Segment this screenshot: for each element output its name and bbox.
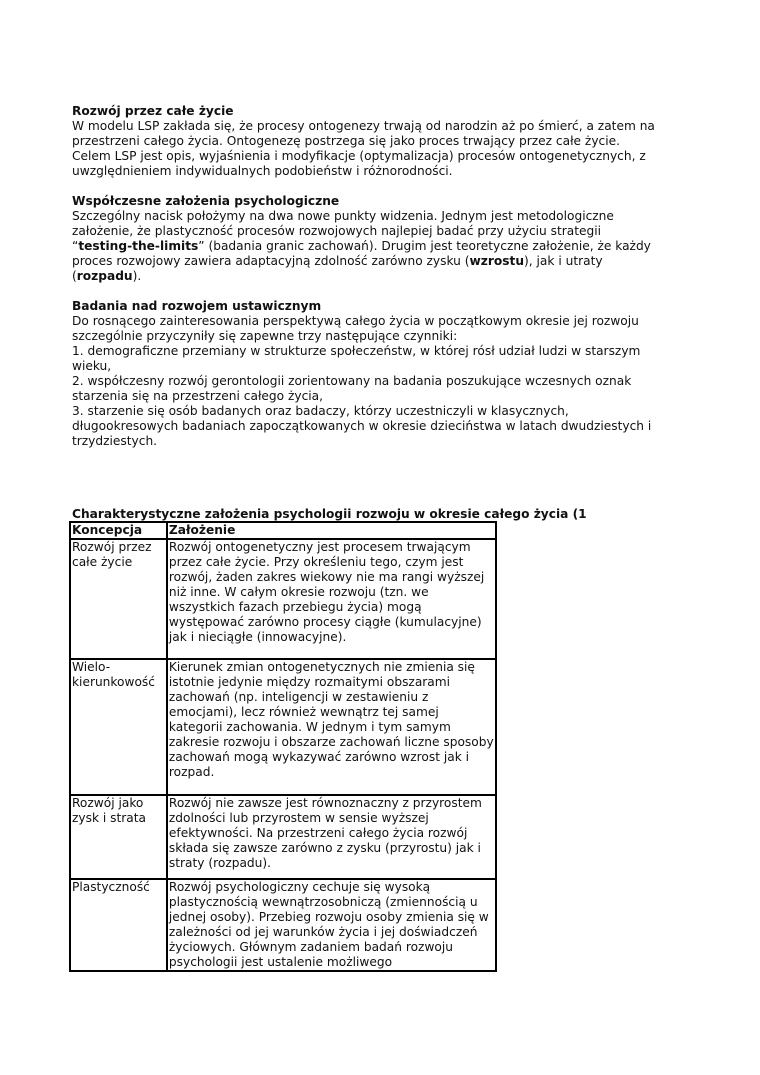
text-line: W modelu LSP zakłada się, że procesy ontogenezy trwają od narodzin aż po śmierć, a zatem na — [72, 119, 655, 133]
assumption-cell: Rozwój ontogenetyczny jest procesem trwającym przez całe życie. Przy określeniu tego, czym jest rozwój, żaden zakres wiekowy nie ma rangi wyższej niż inne. W całym okresie rozwoju (tzn. we wszystkich fazach przebiegu życia) mogą występować zarówno procesy ciągłe (kumulacyjne) jak i nieciągłe (innowacyjne). — [167, 539, 496, 659]
text-line: starzenia się na przestrzeni całego życia, — [72, 389, 324, 403]
header-assumption: Założenie — [167, 522, 496, 539]
document-body — [72, 104, 692, 464]
table-row — [70, 795, 496, 879]
text-line: Do rosnącego zainteresowania perspektywą całego życia w początkowym okresie jej rozwoju — [72, 314, 639, 328]
table-row — [70, 879, 496, 971]
text-line: długookresowych badaniach zapoczątkowanych w okresie dzieciństwa w latach dwudziestych i — [72, 419, 652, 433]
concept-cell: Wielo-kierunkowość — [70, 659, 167, 795]
bold-term-wzrostu: wzrostu — [469, 254, 525, 268]
text-line: 1. demograficzne przemiany w strukturze społeczeństw, w której rósł udział ludzi w starszym — [72, 344, 641, 358]
text-fragment: ( — [72, 269, 77, 283]
text-fragment: “ — [72, 239, 79, 253]
header-concept: Koncepcja — [70, 522, 167, 539]
table-title: Charakterystyczne założenia psychologii rozwoju w okresie całego życia (1 — [72, 507, 587, 521]
concepts-table — [69, 521, 497, 972]
section-heading: Współczesne założenia psychologiczne — [72, 194, 340, 208]
section-paragraph — [72, 209, 692, 284]
assumption-cell: Rozwój psychologiczny cechuje się wysoką plastycznością wewnątrzosobniczą (zmiennością u jednej osoby). Przebieg rozwoju osoby zmienia się w zależności od jej warunków życia i jej doświadczeń życiowych. Głównym zadaniem badań rozwoju psychologii jest ustalenie możliwego — [167, 879, 496, 971]
section-paragraph — [72, 314, 692, 449]
text-line: wieku, — [72, 359, 112, 373]
concept-cell: Rozwój jako zysk i strata — [70, 795, 167, 879]
section-psychological-assumptions — [72, 194, 692, 284]
text-line: uwzględnieniem indywidualnych podobieństw i różnorodności. — [72, 164, 453, 178]
text-line: założenie, że plastyczność procesów rozwojowych najlepiej badać przy użyciu strategii — [72, 224, 602, 238]
assumption-cell: Kierunek zmian ontogenetycznych nie zmienia się istotnie jedynie między rozmaitymi obszarami zachowań (np. inteligencji w zestawieniu z emocjami), lecz również wewnątrz tej samej kategorii zachowania. W jednym i tym samym zakresie rozwoju i obszarze zachowań liczne sposoby zachowań mogą wykazywać zarówno wzrost jak i rozpad. — [167, 659, 496, 795]
text-fragment: proces rozwojowy zawiera adaptacyjną zdolność zarówno zysku ( — [72, 254, 470, 268]
text-line: trzydziestych. — [72, 434, 158, 448]
text-fragment: ” (badania granic zachowań). Drugim jest teoretyczne założenie, że każdy — [198, 239, 651, 253]
text-line — [72, 239, 692, 254]
section-heading: Rozwój przez całe życie — [72, 104, 234, 118]
concept-cell: Plastyczność — [70, 879, 167, 971]
table-row — [70, 539, 496, 659]
text-line — [72, 269, 692, 284]
bold-term-testing-the-limits: testing-the-limits — [78, 239, 199, 253]
section-lifespan-development — [72, 104, 692, 179]
section-lifespan-research — [72, 299, 692, 449]
text-line: Celem LSP jest opis, wyjaśnienia i modyfikacje (optymalizacja) procesów ontogenetycznych, z — [72, 149, 646, 163]
text-fragment: ), jak i utraty — [524, 254, 603, 268]
table-header-row — [70, 522, 496, 539]
concept-cell: Rozwój przez całe życie — [70, 539, 167, 659]
text-line: 2. współczesny rozwój gerontologii zorientowany na badania poszukujące wczesnych oznak — [72, 374, 632, 388]
text-line: 3. starzenie się osób badanych oraz badaczy, którzy uczestniczyli w klasycznych, — [72, 404, 569, 418]
table-row — [70, 659, 496, 795]
text-line: Szczególny nacisk położymy na dwa nowe punkty widzenia. Jednym jest metodologiczne — [72, 209, 614, 223]
text-line: szczególnie przyczyniły się zapewne trzy następujące czynniki: — [72, 329, 458, 343]
text-line — [72, 254, 692, 269]
section-paragraph — [72, 119, 692, 179]
bold-term-rozpadu: rozpadu — [76, 269, 133, 283]
assumption-cell: Rozwój nie zawsze jest równoznaczny z przyrostem zdolności lub przyrostem w sensie wyższej efektywności. Na przestrzeni całego życia rozwój składa się zawsze zarówno z zysku (przyrostu) jak i straty (rozpadu). — [167, 795, 496, 879]
text-fragment: ). — [132, 269, 142, 283]
section-heading: Badania nad rozwojem ustawicznym — [72, 299, 322, 313]
text-line: przestrzeni całego życia. Ontogenezę postrzega się jako proces trwający przez całe życie. — [72, 134, 620, 148]
